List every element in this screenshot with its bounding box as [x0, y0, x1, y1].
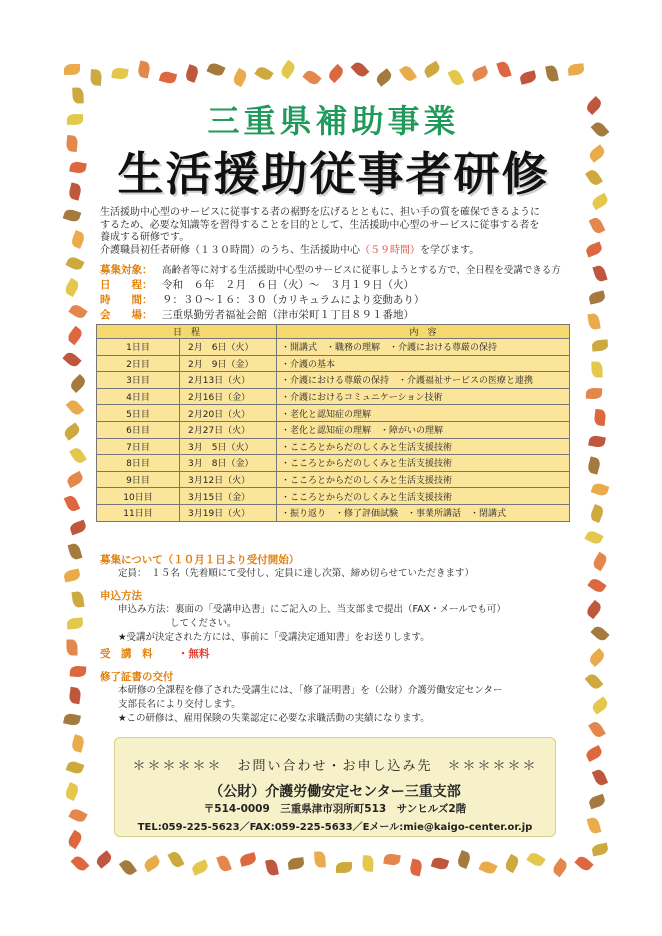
leaf-icon [184, 64, 200, 83]
apply-line: してください。 [170, 618, 237, 629]
leaf-icon [584, 529, 603, 546]
table-cell-day: 11日目 [97, 504, 180, 521]
info-label: 時 間： [100, 294, 153, 306]
table-cell-date: 3月 5日（火） [180, 438, 277, 455]
leaf-icon [590, 193, 609, 210]
info-label: 会 場： [100, 309, 153, 321]
table-cell-day: 8日目 [97, 455, 180, 472]
table-cell-content: ・こころとからだのしくみと生活支援技術 [277, 455, 570, 472]
recruit-heading: 募集について（１０月１日より受付開始） [100, 554, 300, 566]
fee-value: ・無料 [177, 648, 210, 660]
leaf-icon [585, 241, 604, 257]
table-row [97, 405, 570, 422]
leaf-icon [589, 216, 606, 235]
leaf-icon [231, 68, 248, 87]
leaf-icon [65, 471, 84, 488]
leaf-icon [66, 398, 85, 417]
cert-heading: 修了証書の交付 [100, 671, 174, 683]
table-cell-day: 2日目 [97, 355, 180, 372]
info-venue [100, 307, 570, 322]
leaf-icon [68, 302, 87, 320]
intro-line: するため、必要な知識等を習得することを目的として、生活援助中心型のサービスに従事する者を [100, 219, 540, 231]
table-header: 日 程 [97, 325, 277, 339]
leaf-icon [90, 69, 102, 86]
leaf-icon [71, 591, 84, 608]
leaf-icon [63, 568, 81, 582]
leaf-icon [526, 851, 545, 869]
info-value: 三重県勤労者福祉会館（津市栄町１丁目８９１番地） [162, 309, 414, 321]
info-target [100, 262, 570, 277]
leaf-icon [279, 60, 297, 79]
table-cell-content: ・介護における尊厳の保持 ・介護福祉サービスの医療と連携 [277, 372, 570, 389]
table-cell-content: ・こころとからだのしくみと生活支援技術 [277, 438, 570, 455]
table-cell-day: 4日目 [97, 388, 180, 405]
leaf-icon [66, 830, 84, 849]
leaf-icon [64, 782, 81, 801]
intro-line: 養成する研修です。 [100, 232, 190, 243]
leaf-icon [111, 67, 128, 80]
table-header: 内 容 [277, 325, 570, 339]
table-cell-content: ・こころとからだのしくみと生活支援技術 [277, 471, 570, 488]
leaf-icon [584, 96, 603, 115]
cert-section [100, 669, 570, 726]
leaf-icon [216, 854, 232, 873]
intro-line: 生活援助中心型のサービスに従事する者の裾野を広げるとともに、担い手の質を確保できるように [100, 207, 540, 218]
leaf-icon [67, 617, 84, 629]
intro-text: 介護職員初任者研修（１３０時間）のうち、生活援助中心 [100, 244, 360, 256]
leaf-icon [592, 339, 609, 351]
leaf-icon [254, 65, 273, 83]
table-cell-content: ・老化と認知症の理解 [277, 405, 570, 422]
apply-line: ★受講が決定された方には、事前に「受講決定通知書」をお送りします。 [118, 632, 430, 643]
recruit-section [100, 552, 570, 581]
leaf-icon [69, 446, 87, 465]
leaf-icon [592, 264, 607, 283]
intro-line [100, 245, 570, 258]
leaf-icon [64, 64, 80, 75]
table-cell-content: ・老化と認知症の理解 ・障がいの理解 [277, 421, 570, 438]
leaf-icon [545, 65, 559, 83]
leaf-icon [496, 60, 511, 79]
leaf-icon [589, 504, 605, 523]
table-cell-day: 6日目 [97, 421, 180, 438]
leaf-icon [159, 70, 177, 85]
leaf-icon [585, 600, 604, 619]
leaf-icon [362, 855, 374, 872]
leaf-icon [67, 640, 78, 656]
table-row [97, 488, 570, 505]
leaf-icon [71, 854, 90, 873]
leaf-icon [66, 760, 85, 776]
leaf-icon [587, 144, 606, 162]
leaf-icon [551, 858, 569, 877]
info-label: 日 程： [100, 279, 153, 291]
leaf-icon [399, 64, 417, 83]
table-row [97, 455, 570, 472]
table-cell-content: ・開講式 ・職務の理解 ・介護における尊厳の保持 [277, 339, 570, 356]
info-label: 募集対象： [100, 264, 153, 276]
leaf-icon [587, 456, 602, 474]
fee-section [100, 646, 570, 661]
leaf-icon [67, 114, 83, 126]
leaf-icon [63, 278, 81, 297]
leaf-icon [63, 208, 82, 223]
leaf-icon [62, 422, 81, 440]
leaf-icon [314, 851, 326, 868]
leaf-icon [591, 482, 610, 498]
table-row [97, 421, 570, 438]
table-cell-content: ・こころとからだのしくみと生活支援技術 [277, 488, 570, 505]
leaf-icon [68, 542, 83, 560]
leaf-icon [456, 850, 472, 869]
leaf-icon [69, 520, 88, 536]
title-main: 生活援助従事者研修 [117, 147, 550, 201]
table-cell-content: ・介護におけるコミュニケーション技術 [277, 388, 570, 405]
leaf-icon [591, 552, 609, 571]
table-header-row [97, 325, 570, 339]
leaf-icon [336, 862, 352, 873]
leaf-icon [591, 361, 602, 377]
contact-org: （公財）介護労働安定センター三重支部 [209, 784, 461, 800]
contact-address: 〒514-0009 三重県津市羽所町513 サンヒルズ2階 [203, 803, 467, 815]
leaf-icon [70, 230, 86, 249]
leaf-icon [63, 712, 81, 726]
leaf-icon [587, 816, 602, 834]
table-cell-date: 3月19日（火） [180, 504, 277, 521]
leaf-icon [574, 854, 593, 873]
table-cell-date: 2月20日（火） [180, 405, 277, 422]
schedule-table [96, 324, 570, 522]
table-row [97, 471, 570, 488]
info-value: ９：３０～１６：３０（カリキュラムにより変動あり） [162, 294, 425, 306]
table-cell-content: ・振り返り ・修了評価試験 ・事業所講話 ・閉講式 [277, 504, 570, 521]
leaf-icon [503, 854, 520, 873]
info-date [100, 277, 570, 292]
leaf-icon [585, 672, 604, 691]
leaf-icon [206, 61, 225, 78]
cert-line: ★この研修は、雇用保険の失業認定に必要な求職活動の実績になります。 [118, 713, 430, 724]
leaf-icon [326, 64, 345, 83]
table-cell-day: 7日目 [97, 438, 180, 455]
table-cell-day: 10日目 [97, 488, 180, 505]
leaf-icon [592, 768, 608, 787]
leaf-icon [94, 850, 113, 869]
info-value: 令和 ６年 ２月 ６日（火）～ ３月１９日（火） [162, 279, 414, 291]
table-cell-day: 3日目 [97, 372, 180, 389]
leaf-icon [590, 624, 609, 643]
apply-section [100, 588, 570, 645]
leaf-icon [409, 858, 423, 876]
leaf-icon [68, 374, 87, 393]
leaf-icon [585, 168, 603, 187]
table-row [97, 372, 570, 389]
leaf-icon [588, 794, 607, 810]
leaf-icon [190, 859, 209, 875]
leaf-icon [142, 855, 161, 873]
leaf-icon [64, 494, 81, 513]
leaf-icon [66, 135, 79, 152]
intro-text: を学びます。 [420, 244, 480, 256]
fee-heading: 受 講 料 [100, 648, 153, 660]
leaf-icon [72, 87, 84, 103]
table-cell-date: 3月15日（金） [180, 488, 277, 505]
leaf-icon [71, 734, 86, 752]
contact-banner [114, 737, 556, 837]
leaf-icon [137, 61, 151, 79]
apply-line: 申込み方法：裏面の「受講申込書」にご記入の上、当支部まで提出（FAX・メールでも可） [118, 604, 506, 615]
leaf-icon [587, 313, 600, 331]
table-row [97, 504, 570, 521]
leaf-icon [422, 61, 441, 79]
table-row [97, 438, 570, 455]
leaf-icon [587, 648, 606, 667]
table-cell-date: 2月 6日（火） [180, 339, 277, 356]
info-time [100, 292, 570, 307]
leaf-icon [287, 857, 304, 870]
cert-line: 本研修の全課程を修了された受講生には、「修了証明書」を（公財）介護労働安定センター [118, 685, 503, 696]
intro-highlight: （５９時間） [360, 244, 420, 256]
table-cell-date: 2月13日（火） [180, 372, 277, 389]
leaf-icon [448, 68, 465, 87]
leaf-icon [567, 63, 584, 76]
table-cell-date: 3月 8日（金） [180, 455, 277, 472]
leaf-icon [62, 350, 81, 369]
cert-line: 支部長名により交付します。 [118, 699, 241, 710]
leaf-icon [591, 843, 609, 857]
leaf-icon [68, 687, 81, 704]
table-cell-content: ・介護の基本 [277, 355, 570, 372]
leaf-icon [68, 182, 83, 200]
title-top: 三重県補助事業 [207, 102, 460, 140]
table-cell-date: 2月27日（火） [180, 421, 277, 438]
leaf-icon [66, 326, 85, 345]
leaf-icon [70, 665, 87, 677]
table-cell-date: 3月12日（火） [180, 471, 277, 488]
leaf-icon [594, 409, 607, 426]
table-row [97, 388, 570, 405]
leaf-icon [519, 70, 537, 85]
leaf-icon [588, 290, 606, 304]
leaf-icon [584, 745, 603, 762]
leaf-icon [374, 68, 393, 87]
table-cell-date: 2月16日（金） [180, 388, 277, 405]
leaf-icon [65, 255, 84, 272]
leaf-icon [478, 859, 497, 876]
leaf-icon [590, 696, 609, 714]
leaf-icon [587, 576, 606, 594]
recruit-capacity: 定員： １５名（先着順にて受付し、定員に達し次第、締め切らせていただきます） [118, 568, 474, 579]
table-cell-day: 5日目 [97, 405, 180, 422]
leaf-icon [302, 68, 321, 87]
table-cell-date: 2月 9日（金） [180, 355, 277, 372]
leaf-icon [265, 859, 279, 877]
table-cell-day: 9日目 [97, 471, 180, 488]
leaf-icon [239, 852, 257, 867]
leaf-icon [591, 120, 610, 139]
table-cell-day: 1日目 [97, 339, 180, 356]
table-row [97, 339, 570, 356]
leaf-icon [588, 435, 606, 449]
contact-tel: TEL:059-225-5623／FAX:059-225-5633／Eメール:mie@kaigo-center.or.jp [137, 822, 533, 833]
contact-heading: ＊＊＊＊＊＊ お問い合わせ・お申し込み先 ＊＊＊＊＊＊ [132, 759, 538, 774]
leaf-icon [69, 161, 87, 175]
table-row [97, 355, 570, 372]
intro [100, 207, 570, 257]
leaf-icon [351, 60, 370, 79]
leaf-icon [68, 807, 87, 824]
leaf-icon [471, 65, 490, 81]
leaf-icon [588, 720, 606, 739]
info-value: 高齢者等に対する生活援助中心型のサービスに従事しようとする方で、全日程を受講できる方 [162, 265, 561, 276]
leaf-icon [586, 388, 603, 400]
leaf-icon [167, 850, 184, 869]
leaf-icon [119, 858, 137, 877]
apply-heading: 申込方法 [100, 590, 142, 602]
leaf-icon [431, 856, 450, 871]
leaf-icon [383, 853, 401, 866]
